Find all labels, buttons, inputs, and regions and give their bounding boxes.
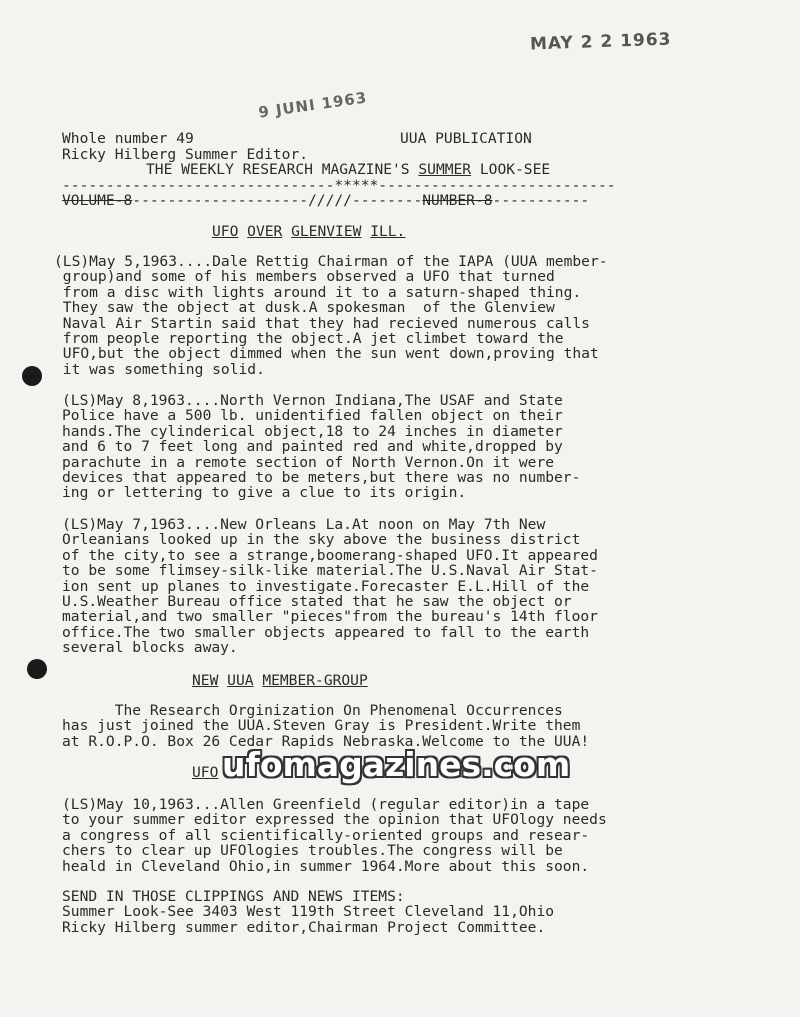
article-congress: (LS)May 10,1963...Allen Greenfield (regular editor)in a tape to your summer editor expressed the opinion that UFOlogy needs a congress of all scientifically-oriented groups and resear- chers to clear up UFOlogies troubles.The congress will be heald in Cleveland Ohio,in summer 1964.More about this soon. [62, 796, 607, 875]
article-ropo: The Research Orginization On Phenomenal Occurrences has just joined the UUA.Steven Gray is President.Write them at R.O.P.O. Box 26 Cedar Rapids Nebraska.Welcome to the UUA! [62, 702, 590, 750]
site-watermark: ufomagazines.com [222, 745, 571, 784]
volume-rule: VOLUME-8--------------------/////--------NUMBER-8----------- [62, 192, 590, 209]
footer-contact: SEND IN THOSE CLIPPINGS AND NEWS ITEMS: Summer Look-See 3403 West 119th Street Cleveland 11,Ohio Ricky Hilberg summer editor,Chairman Project Committee. [62, 888, 555, 936]
article-new-orleans: (LS)May 7,1963....New Orleans La.At noon on May 7th New Orleanians looked up in the sky above the business district of the city,to see a strange,boomerang-shaped UFO.It appeared to be some flimsey-silk-like material.The U.S.Naval Air Stat- ion sent up planes to investigate.Forecaster E.L.Hill of the U.S.Weather Bureau office stated that he saw the object or material,and two smaller "pieces"from the bureau's 14th floor office.The two smaller objects appeared to fall to the earth several blocks away. [62, 516, 598, 657]
article-glenview: (LS)May 5,1963....Dale Rettig Chairman of the IAPA (UUA member- group)and some of his members observed a UFO that turned from a disc with lights around it to a saturn-shaped thing. They saw the object at dusk.A spokesman of the Glenview Naval Air Startin said that they had recieved numerous calls from people reporting the object.A jet climbet toward the UFO,but the object dimmed when the sun went down,proving that it was something solid. [54, 253, 608, 378]
hole-punch-upper [22, 366, 42, 386]
star-rule: -------------------------------*****--------------------------- [62, 177, 616, 194]
received-date-stamp: MAY 2 2 1963 [529, 29, 672, 55]
section-title-congress: UFO [192, 764, 219, 781]
whole-number: Whole number 49 [62, 130, 194, 147]
article-north-vernon: (LS)May 8,1963....North Vernon Indiana,The USAF and State Police have a 500 lb. unidentified fallen object on their hands.The cylinderical object,18 to 24 inches in diameter and 6 to 7 feet long and painted red and white,dropped by parachute in a remote section of North Vernon.On it were devices that appeared to be meters,but there was no number- ing or lettering to give a clue to its origin. [62, 392, 581, 502]
hole-punch-lower [27, 659, 47, 679]
filing-date-stamp: 9 JUNI 1963 [257, 88, 369, 122]
section-title-new-member-group: NEW UUA MEMBER-GROUP [192, 672, 368, 689]
section-title-glenview: UFO OVER GLENVIEW ILL. [212, 223, 406, 240]
publication-label: UUA PUBLICATION [400, 130, 532, 147]
magazine-title: THE WEEKLY RESEARCH MAGAZINE'S SUMMER LOOK-SEE [146, 161, 551, 178]
editor-line: Ricky Hilberg Summer Editor. [62, 146, 309, 163]
